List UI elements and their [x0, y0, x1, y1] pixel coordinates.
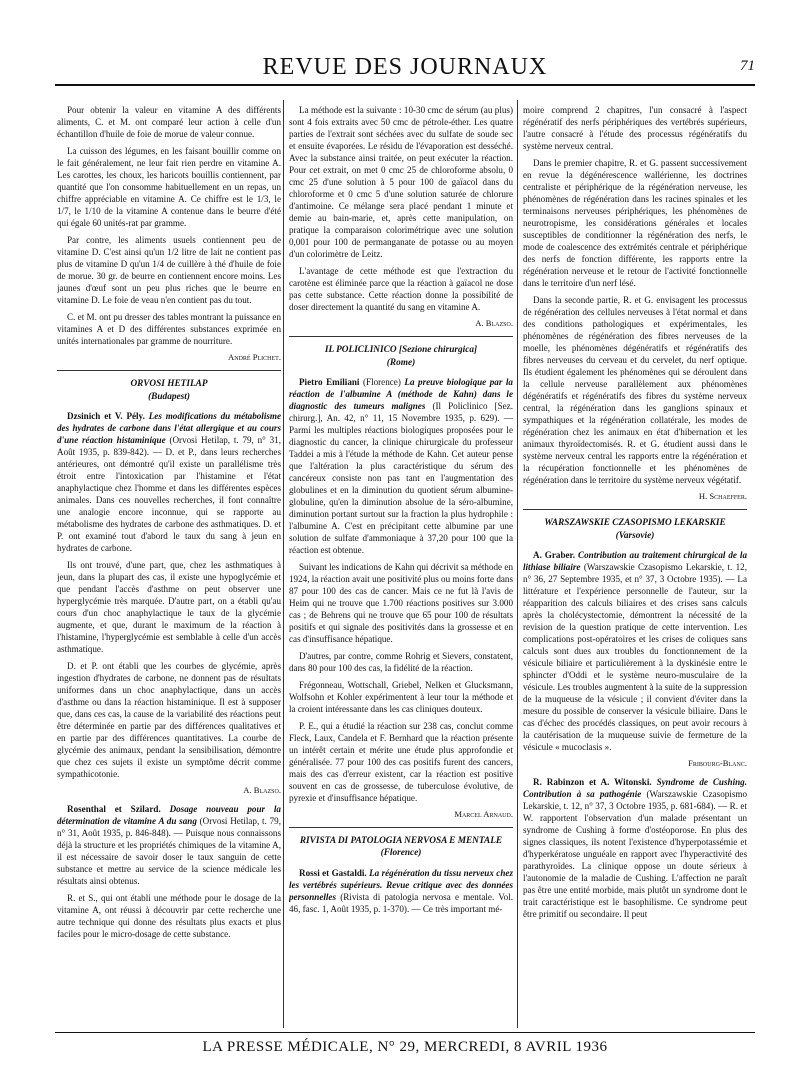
article: [289, 867, 513, 915]
article-authors: Dzsinich et V. Pély.: [67, 410, 145, 421]
paragraph: La cuisson des légumes, en les faisant bouillir comme on le fait généralement, ne leur fait rien perdre en vitamine A. Les carottes, les choux, les haricots bouillis contiennent, par quantité que l'on consomme habituellement en un repas, un chiffre appréciable en vitamine A. Ce chiffre est le 1/3, le 1/7, le 1/10 de la vitamine A contenue dans le beurre d'été qui égale 60 unités-rat par gramme.: [57, 146, 281, 228]
journal-city: (Florence): [380, 848, 422, 859]
article-authors: R. Rabinzon et A. Witonski.: [533, 777, 652, 788]
paragraph: C. et M. ont pu dresser des tables montrant la puissance en vitamines A et D des différentes substances exprimée en unités internationales par gramme de nourriture.: [57, 312, 281, 346]
column-rule: [517, 100, 518, 1028]
column-2: [289, 104, 513, 1029]
journal-city: (Budapest): [148, 391, 190, 402]
paragraph: Dans la seconde partie, R. et G. envisagent les processus de régénération des cellules nerveuses à l'état normal et dans des conditions pathologiques et expérimentales, les phénomènes de régénération des fibres nerveuses de la moelle, les phénomènes dégénératifs et régénératifs des fibres nerveuses du cerveau et du cervelet, du nerf optique. Ils étudient également les phénomènes qui se déroulent dans la cellule nerveuse parallèlement aux phénomènes dégénératifs et régénératifs des fibres du système nerveux central, la régénération dans les ganglions spinaux et sympathiques et la régénération collatérale, les modes de régénération chez les animaux en état d'hibernation et les animaux thyroïdectomisés. R. et G. étudient aussi dans le système nerveux central les rapports entre la régénération et la récupération fonctionnelle et les phénomènes de régénération dans le territoire du système nerveux végétatif.: [523, 295, 747, 485]
separator: [57, 370, 281, 371]
article: [57, 410, 281, 554]
article-title: Contribution au traitement chirurgical de la lithiase biliaire: [523, 549, 747, 572]
article-authors: Pietro Emiliani: [299, 376, 360, 387]
signature: Fribourg-Blanc.: [688, 757, 747, 768]
journal-heading: ORVOSI HETILAP: [130, 379, 208, 390]
article-body: (Rivista di patologia nervosa e mentale. Vol. 46, fasc. 1, Août 1935, p. 1-370). — Ce très important mé-: [289, 891, 513, 914]
paragraph: Ils ont trouvé, d'une part, que, chez les asthmatiques à jeun, dans la plupart des cas, il existe une hypoglycémie et que pendant l'accès d'asthme on peut observer une hyperglycémie très marquée. D'autre part, on a établi qu'au cours d'un choc anaphylactique le taux de la glycémie augmente, et que, durant le maximum de la réaction à l'histamine, l'hyperglycémie est semblable à celle d'un accès asthmatique.: [57, 559, 281, 654]
article-body: (Il Policlinico [Sez. chirurg.], An. 42, n° 11, 15 Novembre 1935, p. 629). — Parmi les multiples réactions biologiques proposées pour le diagnostic du cancer, la clinique chirurgicale du professeur Taddei a mis à l'étude la méthode de Kahn. Cet auteur pense que l'altération la plus caractéristique du sérum des cancéreux consiste non pas tant en l'augmentation des globulines et en la diminution du quotient sérum albumine-globuline, qu'en la diminution absolue de la séro-albumine, diminution portant surtout sur la fraction la plus hydrophile : l'albumine A. C'est en précipitant cette albumine par une solution de sulfate d'ammoniaque à 37,20 pour 100 que la réaction est obtenue.: [289, 400, 513, 555]
paragraph: R. et S., qui ont établi une méthode pour le dosage de la vitamine A, ont réussi à découvrir par cette recherche une autre technique qui donne des résultats plus exacts et plus faciles pour le micro-dosage de cette substance.: [57, 893, 281, 940]
signature: Marcel Arnaud.: [454, 808, 513, 819]
article-title: Les modifications du métabolisme des hydrates de carbone dans l'état allergique et au cours d'une réaction histaminique: [57, 410, 281, 445]
paragraph: La méthode est la suivante : 10-30 cmc de sérum (au plus) sont 4 fois extraits avec 50 cmc de pétrole-éther. Les quatre parties de l'extrait sont séchées avec du sulfate de soude sec et ensuite évaporées. Le résidu de l'évaporation est desséché. Avec la substance ainsi traitée, on peut exécuter la réaction. Pour cet extrait, on met 0 cmc 25 de chloroforme absolu, 0 cmc 25 d'une solution à 5 pour 100 de gaïacol dans du chloroforme et 0 cmc 5 d'une solution saturée de chlorure d'antimoine. Ce mélange sera placé pendant 1 minute et demie au bain-marie, et, après cette manipulation, on pratique la comparaison colorimétrique avec une solution 0,001 pour 100 de permanganate de potasse ou au moyen d'un colorimètre de Leitz.: [289, 105, 513, 259]
page-header: [55, 52, 755, 86]
article-title: Dosage nouveau pour la détermination de vitamine A du sang: [57, 804, 281, 827]
signature: H. Schaeffer.: [698, 491, 747, 501]
separator: [523, 509, 747, 510]
footer-text: LA PRESSE MÉDICALE, N° 29, MERCREDI, 8 AVRIL 1936: [202, 1039, 608, 1055]
article-body: (Orvosi Hetilap, t. 79, n° 31, Août 1935, p. 846-848). — Puisque nous connaissons déjà la structure et les propriétés chimiques de la vitamine A, il est nécessaire de savoir doser le taux sanguin de cette substance et mettre au service de la science médicale les résultats ainsi obtenus.: [57, 816, 281, 887]
article-body: (Warszawskie Czasopismo Lekarskie, t. 12, n° 36, 27 Septembre 1935, et n° 37, 3 Octobre 1935). — La littérature et l'expérience personnelle de l'auteur, sur la réapparition des calculs biliaires et des crises sans calculs après la cholécystectomie, démontrent la nécessité de la revision de la question pratique de cette intervention. Les complications post-opératoires et les crises de coliques sans calculs sont dues aux troubles du fonctionnement de la vésicule biliaire et particulièrement à la dyskinésie entre le sphincter d'Oddi et le système neuro-musculaire de la vésicule. Les troubles augmentent à la suite de la suppression de la muqueuse de la vésicule ; il convient d'éviter dans la mesure du possible de conserver la vésicule biliaire. Dans le cas d'échec des procédés classiques, on peut avoir recours à la cautérisation de la muqueuse suivie de fermeture de la vésicule « mucoclasis ».: [523, 561, 747, 752]
journal-heading: IL POLICLINICO [Sezione chirurgica]: [324, 345, 478, 356]
paragraph: Frégonneau, Wottschall, Griebel, Nelken et Glucksmann, Wolfsohn et Kohler expérimentent à leur tour la méthode et la croient intéressante dans les cas cliniques douteux.: [289, 679, 513, 714]
signature: A. Blazso.: [475, 318, 513, 328]
signature: A. Blazso.: [243, 784, 281, 795]
paragraph: Par contre, les aliments usuels contiennent peu de vitamine D. C'est ainsi qu'un 1/2 litre de lait ne contient pas plus de vitamine D qu'un 1/4 de cuillère à thé d'huile de foie de morue. 30 gr. de beurre en contiennent encore moins. Les jaunes d'œuf sont un peu plus riches que le beurre en vitamine D. Le foie de veau n'en contient pas du tout.: [57, 235, 281, 305]
paragraph: Pour obtenir la valeur en vitamine A des différents aliments, C. et M. ont comparé leur action à celle d'un échantillon d'huile de foie de morue de valeur connue.: [57, 105, 281, 139]
article: [289, 376, 513, 556]
article-authors: Rosenthal et Szilard.: [67, 804, 161, 815]
page-footer: [55, 1032, 755, 1055]
journal-city: (Rome): [386, 357, 416, 368]
column-rule: [283, 100, 284, 1028]
article-authors: Rossi et Gastaldi.: [299, 867, 367, 878]
paragraph: Suivant les indications de Kahn qui décrivit sa méthode en 1924, la réaction avait une positivité plus ou moins forte dans 87 pour 100 des cas de cancer. Mais ce ne fut là l'avis de Heim qui ne trouve que 1.700 réactions positives sur 3.000 cas ; de Behrens qui ne trouve que 65 pour 100 de résultats positifs et qui signale des positivités dans la grossesse et en cas d'insuffisance hépatique.: [289, 561, 513, 644]
paragraph: D. et P. ont établi que les courbes de glycémie, après ingestion d'hydrates de carbone, ne donnent pas de résultats uniformes dans un choc anaphylactique, dans un accès d'asthme ou dans la réaction histaminique. Il est à supposer que, dans ces cas, la cause de la variabilité des réactions peut être déterminée en partie par des différences qualitatives et en partie par des différences quantitatives. La courbe de glycémie des animaux, pendant la sensibilisation, démontre que chez ces sujets il existe un symptôme décrit comme sympathicotonie.: [57, 660, 281, 779]
article: [523, 776, 747, 920]
column-3: [523, 104, 747, 1029]
article-authors: A. Graber.: [533, 549, 576, 560]
journal-city: (Varsovie): [615, 530, 655, 541]
paragraph: D'autres, par contre, comme Rohrig et Sievers, constatent, dans 80 pour 100 des cas, la fidélité de la réaction.: [289, 650, 513, 673]
article-title: La preuve biologique par la réaction de l'albumine A (méthode de Kahn) dans le diagnostic des tumeurs malignes: [289, 376, 513, 411]
paragraph: Dans le premier chapitre, R. et G. passent successivement en revue la dégénérescence wallérienne, les doctrines centraliste et périphérique de la régénération nerveuse, les phénomènes de régénération dans les racines spinales et les terminaisons nerveuses périphériques, les phénomènes de neurotropisme, les considérations générales et locales susceptibles de conditionner la régénération des nerfs, le mode de coalescence des extrémités centrale et périphérique des nerfs de fonction différente, les rapports entre la régénération nerveuse et le retour de l'activité fonctionnelle dans le territoire d'un nerf lésé.: [523, 158, 747, 288]
article-title: Syndrome de Cushing. Contribution à sa pathogénie: [523, 777, 747, 800]
article-body: (Orvosi Hetilap, t. 79, n° 31, Août 1935, p. 839-842). — D. et P., dans leurs recherches antérieures, ont démontré qu'il existe un parallélisme très étroit entre l'intoxication par l'histamine et l'état anaphylactique chez l'homme et dans les différentes espèces animales. Dans ces nouvelles recherches, il font connaître une analogie encore inconnue, qui se rapporte au métabolisme des hydrates de carbone des asthmatiques. D. et P. ont examiné tout d'abord le taux du sang à jeun en hydrates de carbone.: [57, 434, 281, 553]
separator: [289, 827, 513, 828]
signature: André Plichet.: [228, 352, 281, 362]
separator: [289, 336, 513, 337]
article-location: (Florence): [362, 376, 401, 387]
journal-heading: WARSZAWSKIE CZASOPISMO LEKARSKIE: [544, 518, 726, 529]
article-title: La régénération du tissu nerveux chez les vertébrés supérieurs. Revue critique avec des données personnelles: [289, 867, 513, 902]
journal-section-title: REVUE DES JOURNAUX: [262, 54, 548, 80]
paragraph: P. E., qui a étudié la réaction sur 238 cas, conclut comme Fleck, Laux, Candela et F. Bernhard que la réaction présente un intérêt certain et mérite une étude plus approfondie et généralisée. 77 pour 100 des cas positifs furent des cancers, mais des cas d'erreur existent, car la réaction est positive souvent en cas de grossesse, de tuberculose évolutive, de pyrexie et d'insuffisance hépatique.: [289, 720, 513, 803]
article: [523, 549, 747, 753]
paragraph: moire comprend 2 chapitres, l'un consacré à l'aspect régénératif des nerfs périphériques des vertébrés supérieurs, l'autre consacré à l'étude des processus régénératifs du système nerveux central.: [523, 105, 747, 151]
article-body: (Warszawskie Czasopismo Lekarskie, t. 12, n° 37, 3 Octobre 1935, p. 681-684). — R. et W. rapportent l'observation d'un malade présentant un syndrome de Cushing à forme d'ostéoporose. En plus des signes classiques, ils notent l'existence d'hyperpotassémie et d'hyperkératose unguéale en rapport avec l'hyperactivité des parathyroïdes. La clinique oppose un doute sérieux à l'autonomie de la maladie de Cushing. L'affection ne paraît pas être une entité morbide, mais plutôt un syndrome dont le trait caractéristique est le basophilisme. Ce syndrome peut être primitif ou secondaire. Il peut: [523, 789, 747, 920]
journal-heading: RIVISTA DI PATOLOGIA NERVOSA E MENTALE: [299, 836, 503, 847]
article: [57, 803, 281, 887]
page-number: 71: [740, 58, 755, 74]
paragraph: L'avantage de cette méthode est que l'extraction du carotène est éliminée parce que la réaction à gaïacol ne dose pas cette substance. Cette réaction donne la possibilité de doser directement la quantité du sang en vitamine A.: [289, 266, 513, 312]
column-1: [57, 104, 281, 1029]
